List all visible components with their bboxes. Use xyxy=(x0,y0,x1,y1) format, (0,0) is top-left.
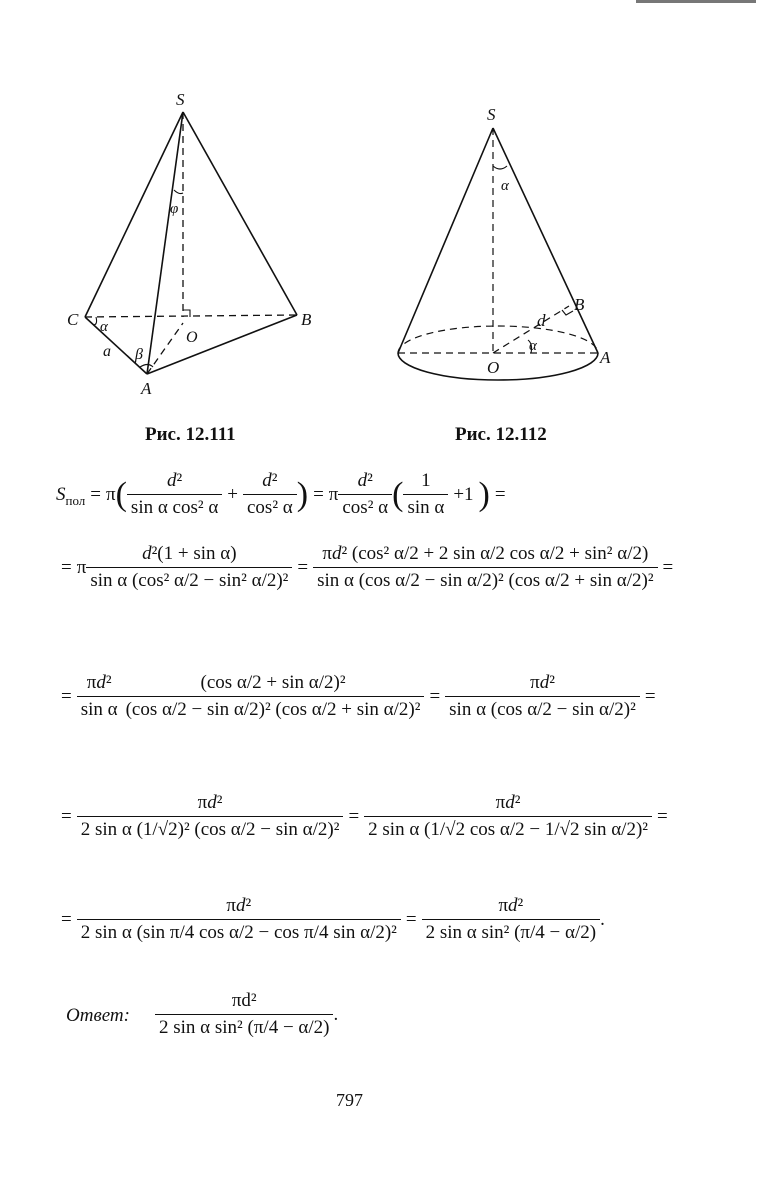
fig1-caption: Рис. 12.111 xyxy=(145,424,236,445)
fig2-label-s: S xyxy=(487,105,496,124)
fig2-caption: Рис. 12.112 xyxy=(455,424,547,445)
answer-label: Ответ: xyxy=(66,1005,130,1026)
figure-cone xyxy=(390,98,630,398)
formula-line-5: = $\frac{\text{πd²}}{\text{2 sin α (sin π/4 cos α/2 − cos π/4 sin α/2)²}}$ = $\frac{\text{πd²}}{\text{2 sin α sin² (π/4 − α/2)}}$ . xyxy=(61,895,605,943)
formula-line-2: = π $\frac{\text{d²(1 + sin α)}}{\text{sin α (cos² α/2 − sin² α/2)²}}$ = $\frac{\text{πd² (cos² α/2 + 2 sin α/2 cos α/2 + sin² α/2)}}{\text{sin α (cos α/2 − sin α/2)² (cos α/2 + sin α/2)²}}$ = xyxy=(61,543,674,591)
fig1-label-o: O xyxy=(186,329,198,346)
page-number: 797 xyxy=(336,1090,363,1110)
formula-line-1: S пол = π ( $\frac{\text{d²}}{\text{sin α cos² α}}$ + $\frac{\text{d²}}{\text{cos² α}}$ ) = π $\frac{\text{d²}}{\text{cos² α}}$ ( $\frac{1}{\text{sin α}}$ +1 ) = xyxy=(56,470,506,518)
top-edge-line xyxy=(636,0,756,3)
figure-pyramid xyxy=(60,85,330,405)
answer-denominator: 2 sin α sin² (π/4 − α/2) xyxy=(155,1014,333,1039)
fig1-label-b: B xyxy=(301,310,312,329)
fig1-label-a-vertex: A xyxy=(141,379,152,398)
fig1-label-side-a: a xyxy=(103,343,111,360)
fig2-label-d: d xyxy=(537,311,546,330)
fig2-label-alpha-top: α xyxy=(501,178,509,194)
fig1-label-alpha: α xyxy=(100,319,108,335)
fig2-label-alpha-base: α xyxy=(529,338,537,354)
answer-numerator: πd² xyxy=(231,990,257,1011)
fig1-label-s: S xyxy=(176,90,185,109)
fig2-label-b: B xyxy=(574,295,585,314)
fig2-label-a: A xyxy=(600,348,611,367)
formula-line-3: = $\frac{\text{πd²}}{\text{sin α}}$ $\frac{\text{(cos α/2 + sin α/2)²}}{\text{(cos α/2 − sin α/2)² (cos α/2 + sin α/2)²}}$ = $\frac{\text{πd²}}{\text{sin α (cos α/2 − sin α/2)²}}$ = xyxy=(61,672,656,720)
fig1-label-beta: β xyxy=(135,346,143,363)
answer-formula: $\frac{\text{πd²}}{\text{2 sin α sin² (π/4 − α/2)}}$ . xyxy=(155,990,455,1039)
formula-line-4: = $\frac{\text{πd²}}{\text{2 sin α (1/√2)² (cos α/2 − sin α/2)²}}$ = $\frac{\text{πd²}}{\text{2 sin α (1/√2 cos α/2 − 1/√2 sin α/2)²}}$ = xyxy=(61,792,668,840)
fig1-label-phi: φ xyxy=(170,201,179,217)
fig2-label-o: O xyxy=(487,358,500,377)
fig1-label-c: C xyxy=(67,310,79,329)
